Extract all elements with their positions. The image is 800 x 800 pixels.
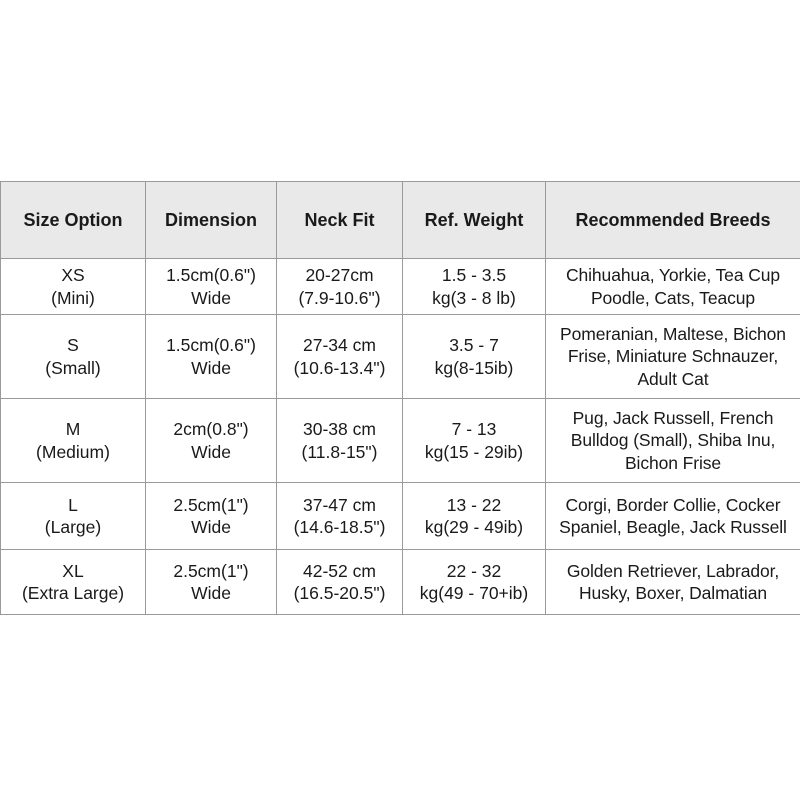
recommended-breeds-cell: Pug, Jack Russell, French Bulldog (Small), Shiba Inu, Bichon Frise (546, 399, 800, 483)
dimension-cell: 1.5cm(0.6") Wide (146, 259, 277, 315)
neck-fit-cell: 30-38 cm (11.8-15") (277, 399, 403, 483)
dimension-cell: 1.5cm(0.6") Wide (146, 315, 277, 399)
size-option-cell: S (Small) (1, 315, 146, 399)
ref-weight-cell: 7 - 13 kg(15 - 29ib) (403, 399, 546, 483)
recommended-breeds-cell: Pomeranian, Maltese, Bichon Frise, Miniature Schnauzer, Adult Cat (546, 315, 800, 399)
ref-weight-cell: 22 - 32 kg(49 - 70+ib) (403, 550, 546, 615)
header-neck-fit: Neck Fit (277, 182, 403, 259)
table-row (1, 550, 800, 615)
table-row (1, 399, 800, 483)
header-size-option: Size Option (1, 182, 146, 259)
ref-weight-cell: 3.5 - 7 kg(8-15ib) (403, 315, 546, 399)
dimension-cell: 2cm(0.8") Wide (146, 399, 277, 483)
neck-fit-cell: 37-47 cm (14.6-18.5") (277, 483, 403, 550)
recommended-breeds-cell: Corgi, Border Collie, Cocker Spaniel, Beagle, Jack Russell (546, 483, 800, 550)
header-row (1, 182, 800, 259)
header-recommended-breeds: Recommended Breeds (546, 182, 800, 259)
size-option-cell: XL (Extra Large) (1, 550, 146, 615)
recommended-breeds-cell: Golden Retriever, Labrador, Husky, Boxer, Dalmatian (546, 550, 800, 615)
size-option-cell: L (Large) (1, 483, 146, 550)
ref-weight-cell: 1.5 - 3.5 kg(3 - 8 lb) (403, 259, 546, 315)
header-dimension: Dimension (146, 182, 277, 259)
size-option-cell: M (Medium) (1, 399, 146, 483)
recommended-breeds-cell: Chihuahua, Yorkie, Tea Cup Poodle, Cats, Teacup (546, 259, 800, 315)
table-row (1, 483, 800, 550)
neck-fit-cell: 27-34 cm (10.6-13.4") (277, 315, 403, 399)
neck-fit-cell: 20-27cm (7.9-10.6") (277, 259, 403, 315)
size-chart-table (0, 181, 800, 615)
dimension-cell: 2.5cm(1") Wide (146, 483, 277, 550)
size-option-cell: XS (Mini) (1, 259, 146, 315)
ref-weight-cell: 13 - 22 kg(29 - 49ib) (403, 483, 546, 550)
header-ref-weight: Ref. Weight (403, 182, 546, 259)
table-row (1, 259, 800, 315)
dimension-cell: 2.5cm(1") Wide (146, 550, 277, 615)
neck-fit-cell: 42-52 cm (16.5-20.5") (277, 550, 403, 615)
table-row (1, 315, 800, 399)
